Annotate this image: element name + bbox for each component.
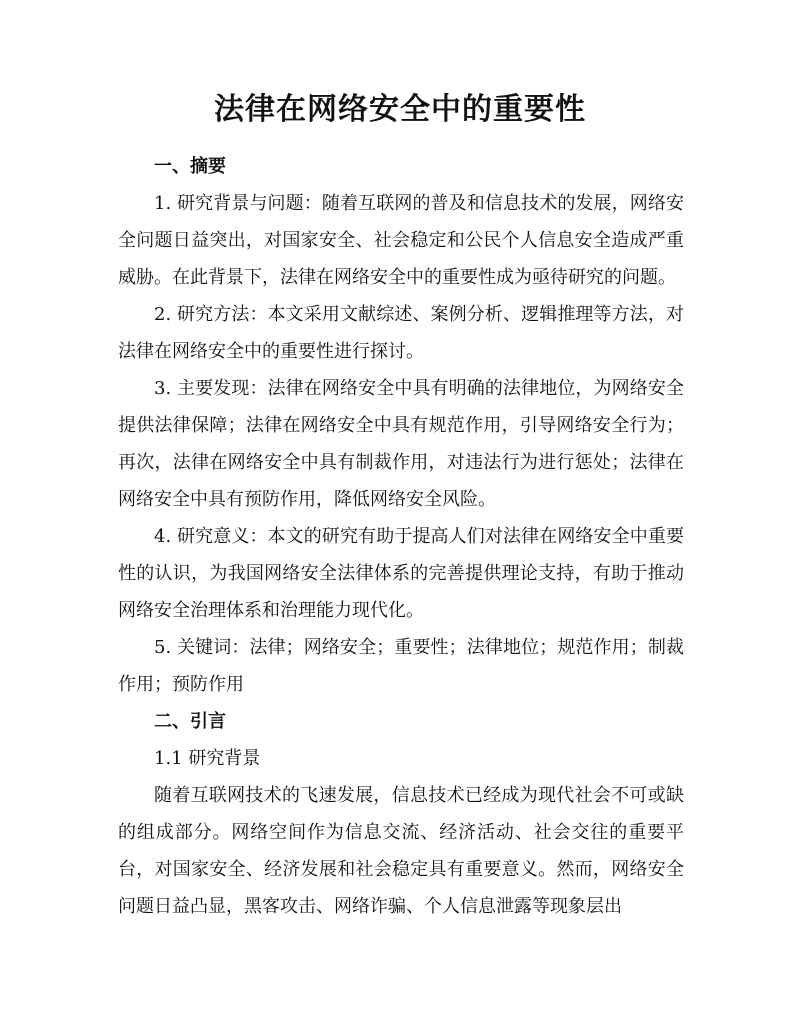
abstract-paragraph-background: 1. 研究背景与问题：随着互联网的普及和信息技术的发展，网络安全问题日益突出，对国家安全、社会稳定和公民个人信息安全造成严重威胁。在此背景下，法律在网络安全中的重要性成为亟待研究的问题。 <box>118 193 684 288</box>
abstract-paragraph-method: 2. 研究方法：本文采用文献综述、案例分析、逻辑推理等方法，对法律在网络安全中的重要性进行探讨。 <box>118 304 684 362</box>
abstract-paragraph-significance: 4. 研究意义：本文的研究有助于提高人们对法律在网络安全中重要性的认识，为我国网络安全法律体系的完善提供理论支持，有助于推动网络安全治理体系和治理能力现代化。 <box>118 526 684 621</box>
document-body <box>118 148 684 925</box>
abstract-paragraph-findings: 3. 主要发现：法律在网络安全中具有明确的法律地位，为网络安全提供法律保障；法律在网络安全中具有规范作用，引导网络安全行为；再次，法律在网络安全中具有制裁作用，对违法行为进行惩处；法律在网络安全中具有预防作用，降低网络安全风险。 <box>118 378 684 510</box>
abstract-paragraph-keywords: 5. 关键词：法律；网络安全；重要性；法律地位；规范作用；制裁作用；预防作用 <box>118 637 684 695</box>
section-heading-introduction: 二、引言 <box>154 711 226 732</box>
document-title: 法律在网络安全中的重要性 <box>214 92 586 127</box>
section-heading-abstract: 一、摘要 <box>154 156 226 177</box>
subsection-heading-background: 1.1 研究背景 <box>154 748 261 769</box>
introduction-paragraph: 随着互联网技术的飞速发展，信息技术已经成为现代社会不可或缺的组成部分。网络空间作为信息交流、经济活动、社会交往的重要平台，对国家安全、经济发展和社会稳定具有重要意义。然而，网络安全问题日益凸显，黑客攻击、网络诈骗、个人信息泄露等现象层出 <box>118 785 684 917</box>
